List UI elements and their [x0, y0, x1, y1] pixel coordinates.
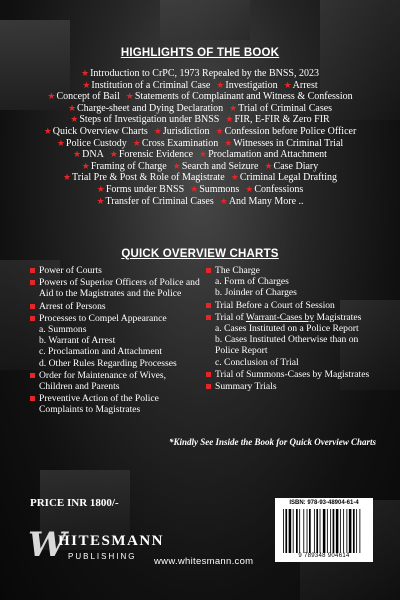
star-icon: ★: [47, 91, 56, 102]
highlight-item: [154, 126, 210, 137]
overview-item-text: The Charge: [215, 265, 260, 276]
overview-item: [206, 265, 376, 276]
star-icon: ★: [125, 91, 134, 102]
overview-subitem: [30, 324, 200, 335]
star-icon: ★: [109, 149, 118, 160]
highlight-item: [70, 114, 219, 125]
overview-item-text: Trial of: [215, 311, 246, 323]
highlight-text: Statements of Complainant and Witness & Confession: [134, 91, 353, 103]
isbn-digits: 9 789348 904614: [298, 553, 350, 559]
highlight-text: Charge-sheet and Dying Declaration: [77, 102, 224, 114]
overview-subitem: [30, 335, 200, 346]
star-icon: ★: [132, 137, 141, 148]
star-icon: ★: [43, 125, 52, 136]
overview-item: [206, 381, 376, 392]
highlight-text: Quick Overview Charts: [52, 125, 148, 137]
highlight-text: Trial of Criminal Cases: [238, 102, 333, 114]
star-icon: ★: [224, 137, 233, 148]
overview-subitem: [30, 358, 200, 369]
star-icon: ★: [153, 125, 162, 136]
overview-item-text: d. Other Rules Regarding Processes: [39, 357, 177, 369]
highlight-item: [190, 184, 239, 195]
overview-subitem: [30, 346, 200, 357]
highlight-item: [96, 196, 213, 207]
overview-item: [206, 312, 376, 323]
highlight-item: [133, 138, 218, 149]
highlight-item: [199, 149, 327, 160]
highlight-text: FIR, E-FIR & Zero FIR: [234, 114, 330, 126]
highlights-line: [20, 103, 380, 115]
highlights-line: [20, 68, 380, 80]
overview-item-text: a. Form of Charges: [215, 276, 289, 288]
overview-subitem: [206, 334, 376, 356]
star-icon: ★: [70, 114, 79, 125]
star-icon: ★: [283, 79, 292, 90]
isbn-barcode-box: [275, 498, 373, 562]
overview-item-text: Order for Maintenance of Wives, Children and Parents: [39, 369, 167, 393]
overview-item: [206, 369, 376, 380]
overview-item: [30, 301, 200, 312]
highlight-item: [224, 138, 343, 149]
highlight-text: Criminal Legal Drafting: [239, 172, 338, 184]
highlight-text: Introduction to CrPC, 1973 Repealed by the BNSS, 2023: [90, 68, 319, 79]
highlight-text: Case Diary: [273, 160, 319, 172]
highlight-item: [264, 161, 318, 172]
highlight-item: [110, 149, 193, 160]
highlights-list: [20, 68, 380, 207]
highlight-text: DNA: [82, 149, 104, 161]
overview-item-text: a. Cases Instituted on a Police Report: [215, 323, 359, 335]
highlight-text: Transfer of Criminal Cases: [105, 195, 214, 207]
highlights-line: [20, 80, 380, 92]
highlight-text: And Many More ..: [228, 195, 304, 207]
overview-item: [30, 265, 200, 276]
publisher-subtitle: PUBLISHING: [68, 552, 137, 561]
overview-right-column: [206, 264, 376, 392]
highlight-item: [63, 172, 225, 183]
highlight-item: [229, 103, 332, 114]
star-icon: ★: [219, 195, 228, 206]
star-icon: ★: [190, 183, 199, 194]
star-icon: ★: [216, 79, 225, 90]
highlights-line: [20, 138, 380, 150]
star-icon: ★: [82, 79, 91, 90]
overview-subitem: [206, 276, 376, 287]
highlights-line: [20, 114, 380, 126]
highlight-item: [82, 161, 167, 172]
price-label: PRICE INR 1800/-: [30, 497, 119, 509]
overview-item-text: Processes to Compel Appearance: [39, 312, 167, 324]
highlight-item: [82, 80, 210, 91]
highlight-item: [57, 138, 127, 149]
star-icon: ★: [67, 102, 77, 113]
highlight-item: [68, 103, 223, 114]
star-icon: ★: [264, 160, 273, 171]
overview-item-text: Arrest of Persons: [39, 300, 106, 312]
highlight-text: Police Custody: [65, 137, 127, 149]
star-icon: ★: [73, 149, 82, 160]
highlights-line: [20, 149, 380, 161]
overview-item-text: a. Summons: [39, 324, 87, 336]
highlights-line: [20, 91, 380, 103]
star-icon: ★: [199, 149, 208, 160]
overview-item-rest: Magistrates: [314, 311, 362, 323]
highlight-text: Jurisdiction: [162, 125, 210, 137]
highlight-text: Trial Pre & Post & Role of Magistrate: [72, 172, 225, 184]
overview-item-text: Trial of Summons-Cases by Magistrates: [215, 368, 370, 380]
star-icon: ★: [96, 195, 105, 206]
star-icon: ★: [81, 68, 90, 78]
highlight-text: Framing of Charge: [90, 160, 167, 172]
overview-subitem: [206, 287, 376, 298]
overview-item-text: Trial Before a Court of Session: [215, 299, 335, 311]
star-icon: ★: [81, 160, 90, 171]
highlights-line: [20, 161, 380, 173]
overview-item: [30, 277, 200, 299]
highlight-text: Confession before Police Officer: [224, 125, 357, 137]
star-icon: ★: [56, 137, 65, 148]
overview-left-column: [30, 264, 200, 416]
highlights-line: [20, 196, 380, 208]
overview-item: [30, 313, 200, 324]
highlight-text: Summons: [199, 183, 240, 195]
highlight-item: [97, 184, 184, 195]
highlight-text: Investigation: [225, 79, 278, 91]
star-icon: ★: [96, 183, 105, 194]
isbn-label: ISBN: 978-93-48904-61-4: [289, 500, 359, 506]
barcode-icon: [283, 509, 365, 553]
highlight-text: Witnesses in Criminal Trial: [233, 137, 344, 149]
highlight-item: [220, 196, 304, 207]
overview-item: [30, 370, 200, 392]
overview-item-text: b. Cases Instituted Otherwise than on Police Report: [215, 334, 359, 357]
overview-item-text: Summary Trials: [215, 381, 277, 393]
highlight-item: [225, 114, 329, 125]
star-icon: ★: [62, 172, 72, 183]
highlight-text: Cross Examination: [141, 137, 219, 149]
overview-subitem: [206, 357, 376, 368]
publisher-name: HITESMANN: [58, 533, 165, 549]
overview-item-text: b. Warrant of Arrest: [39, 335, 116, 347]
star-icon: ★: [215, 125, 224, 136]
overview-heading: QUICK OVERVIEW CHARTS: [121, 248, 279, 260]
star-icon: ★: [245, 183, 254, 194]
publisher-website[interactable]: www.whitesmann.com: [154, 556, 254, 567]
highlight-text: Arrest: [292, 79, 318, 91]
highlight-item: [47, 91, 119, 102]
overview-item-text: Power of Courts: [39, 265, 102, 276]
highlight-text: Concept of Bail: [56, 91, 120, 103]
highlight-text: Search and Seizure: [181, 160, 259, 172]
highlight-item: [173, 161, 259, 172]
overview-item-text: c. Proclamation and Attachment: [39, 346, 163, 358]
highlight-item: [231, 172, 337, 183]
highlight-item: [73, 149, 104, 160]
highlights-heading: HIGHLIGHTS OF THE BOOK: [120, 47, 280, 59]
highlight-text: Confessions: [254, 183, 304, 195]
highlights-line: [20, 172, 380, 184]
highlight-item: [284, 80, 318, 91]
highlight-text: Forms under BNSS: [105, 183, 185, 195]
highlights-line: [20, 126, 380, 138]
highlight-item: [44, 126, 148, 137]
overview-item-text: b. Joinder of Charges: [215, 287, 297, 299]
highlight-text: Institution of a Criminal Case: [91, 79, 211, 91]
star-icon: ★: [225, 114, 234, 125]
overview-item-text: c. Conclusion of Trial: [215, 356, 299, 368]
star-icon: ★: [230, 172, 239, 183]
highlight-item: [216, 126, 357, 137]
highlight-item: [81, 68, 319, 79]
highlight-item: [216, 80, 277, 91]
highlight-text: Forensic Evidence: [118, 149, 194, 161]
overview-item: [206, 300, 376, 311]
overview-item-text: Powers of Superior Officers of Police and Aid to the Magistrates and the Police: [39, 277, 200, 300]
star-icon: ★: [172, 160, 181, 171]
highlight-text: Proclamation and Attachment: [208, 149, 327, 161]
overview-subitem: [206, 323, 376, 334]
publisher-logo-mark: W: [28, 525, 67, 565]
highlight-text: Steps of Investigation under BNSS: [79, 114, 220, 126]
star-icon: ★: [229, 102, 238, 113]
overview-item-text: Preventive Action of the Police Complaints to Magistrates: [39, 393, 159, 416]
overview-item-underlined: Warrant-Cases by: [245, 311, 315, 323]
highlight-item: [126, 91, 353, 102]
overview-item: [30, 393, 200, 415]
highlight-item: [245, 184, 303, 195]
overview-note: *Kindly See Inside the Book for Quick Overview Charts: [168, 437, 376, 447]
highlights-line: [20, 184, 380, 196]
